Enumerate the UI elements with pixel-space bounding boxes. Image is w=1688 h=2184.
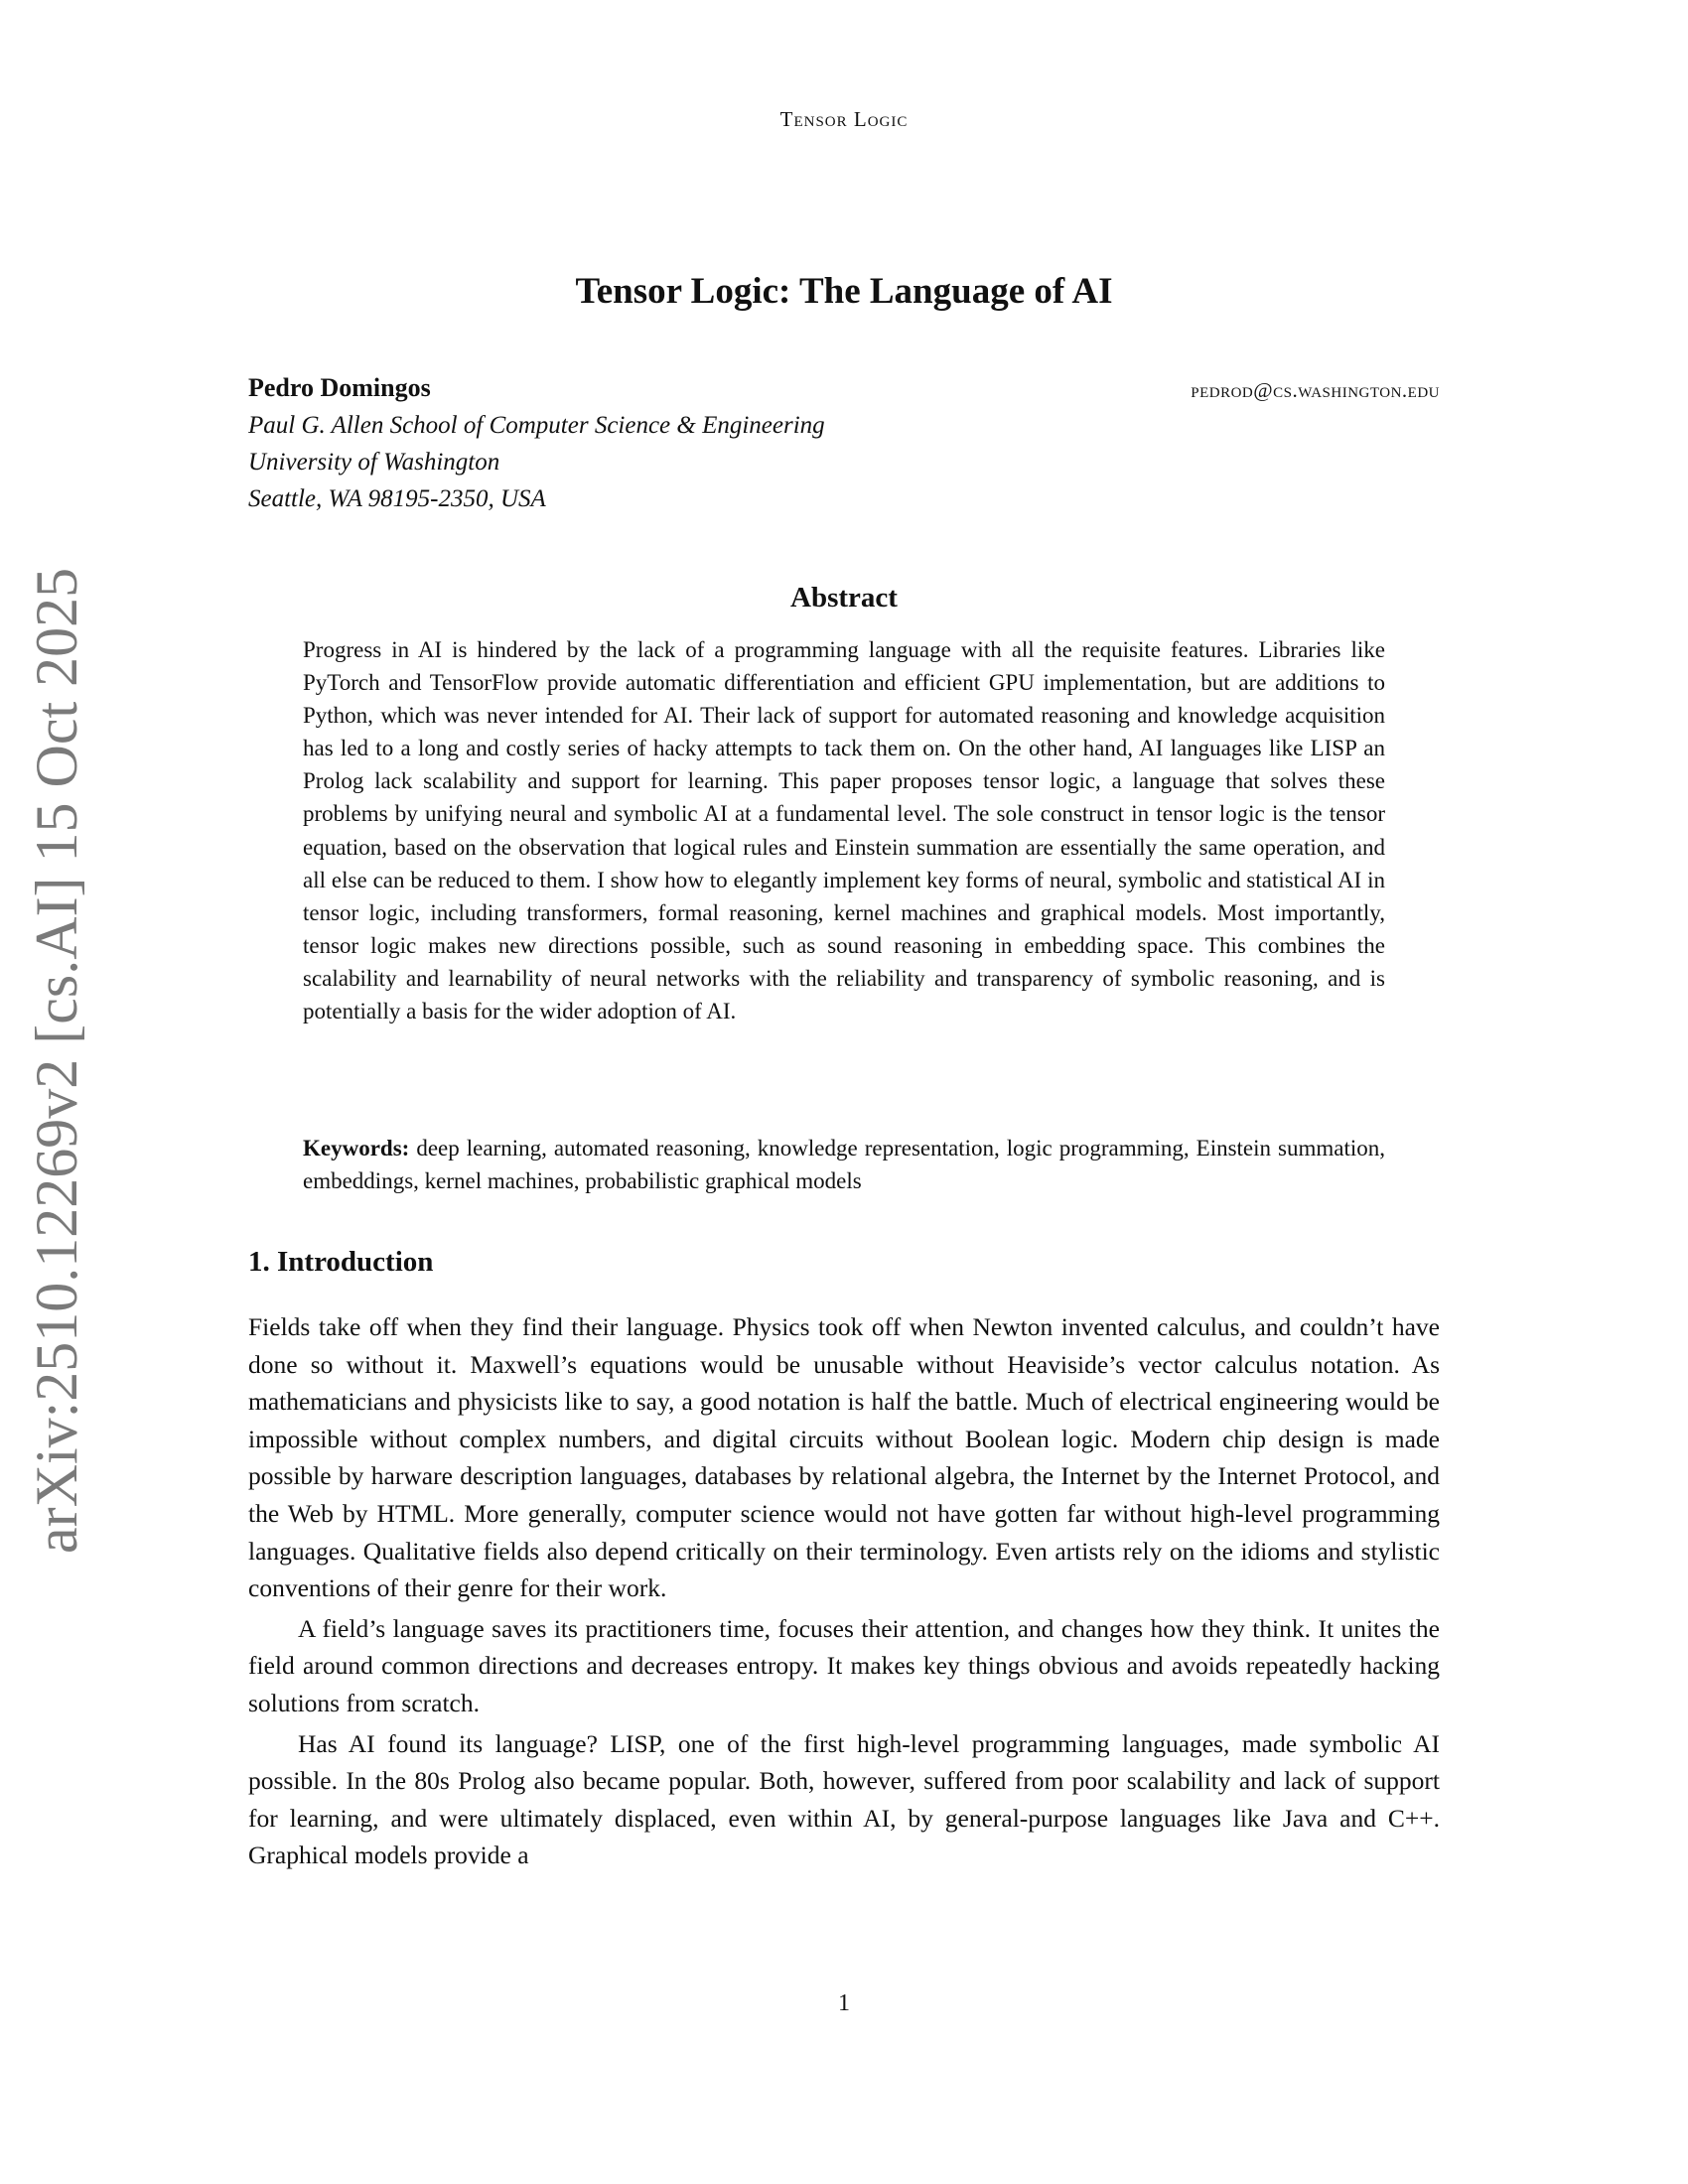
keywords <box>303 1132 1385 1197</box>
keywords-label: Keywords: <box>303 1136 410 1160</box>
body-paragraph: Has AI found its language? LISP, one of the first high-level programming languages, made symbolic AI possible. In the 80s Prolog also became popular. Both, however, suffered from poor scalability and lack of support for learning, and were ultimately displaced, even within AI, by general-purpose languages like Java and C++. Graphical models provide a <box>248 1728 1440 1870</box>
paper-title: Tensor Logic: The Language of AI <box>575 271 1113 312</box>
page-number: 1 <box>838 1990 850 2016</box>
author-email: pedrod@cs.washington.edu <box>1191 378 1440 402</box>
section-heading: 1. Introduction <box>248 1246 434 1278</box>
section-body <box>248 1308 1440 1877</box>
affiliation-line: University of Washington <box>248 449 500 476</box>
abstract-text: Progress in AI is hindered by the lack of a programming language with all the requisite features. Libraries like PyTorch and TensorFlow provide automatic differentiation and efficient GPU implementation, but are additions to Python, which was never intended for AI. Their lack of support for automated reasoning and knowledge acquisition has led to a long and costly series of hacky attempts to tack them on. On the other hand, AI languages like LISP an Prolog lack scalability and support for learning. This paper proposes tensor logic, a language that solves these problems by unifying neural and symbolic AI at a fundamental level. The sole construct in tensor logic is the tensor equation, based on the observation that logical rules and Einstein summation are essentially the same operation, and all else can be reduced to them. I show how to elegantly implement key forms of neural, symbolic and statistical AI in tensor logic, including transformers, formal reasoning, kernel machines and graphical models. Most importantly, tensor logic makes new directions possible, such as sound reasoning in embedding space. This combines the scalability and learnability of neural networks with the reliability and transparency of symbolic reasoning, and is potentially a basis for the wider adoption of AI. <box>303 637 1385 1024</box>
author-block <box>248 369 1440 517</box>
affiliation-line: Seattle, WA 98195-2350, USA <box>248 485 546 512</box>
author-name: Pedro Domingos <box>248 373 431 402</box>
running-head: Tensor Logic <box>779 107 909 131</box>
arxiv-identifier-stamp: arXiv:2510.12269v2 [cs.AI] 15 Oct 2025 <box>24 567 89 1554</box>
body-paragraph: Fields take off when they find their language. Physics took off when Newton invented calculus, and couldn’t have done so without it. Maxwell’s equations would be unusable without Heaviside’s vector calculus notation. As mathematicians and physicists like to say, a good notation is half the battle. Much of electrical engineering would be impossible without complex numbers, and digital circuits without Boolean logic. Modern chip design is made possible by harware description languages, databases by relational algebra, the Internet by the Internet Protocol, and the Web by HTML. More generally, computer science would not have gotten far without high-level programming languages. Qualitative fields also depend critically on their terminology. Even artists rely on the idioms and stylistic conventions of their genre for their work. <box>248 1312 1440 1603</box>
affiliation-line: Paul G. Allen School of Computer Science & Engineering <box>248 412 825 439</box>
abstract-heading: Abstract <box>790 582 898 614</box>
body-paragraph: A field’s language saves its practitioners time, focuses their attention, and changes how they think. It unites the field around common directions and decreases entropy. It makes key things obvious and avoids repeatedly hacking solutions from scratch. <box>248 1613 1440 1717</box>
keywords-list: deep learning, automated reasoning, knowledge representation, logic programming, Einstein summation, embeddings, kernel machines, probabilistic graphical models <box>303 1136 1385 1193</box>
